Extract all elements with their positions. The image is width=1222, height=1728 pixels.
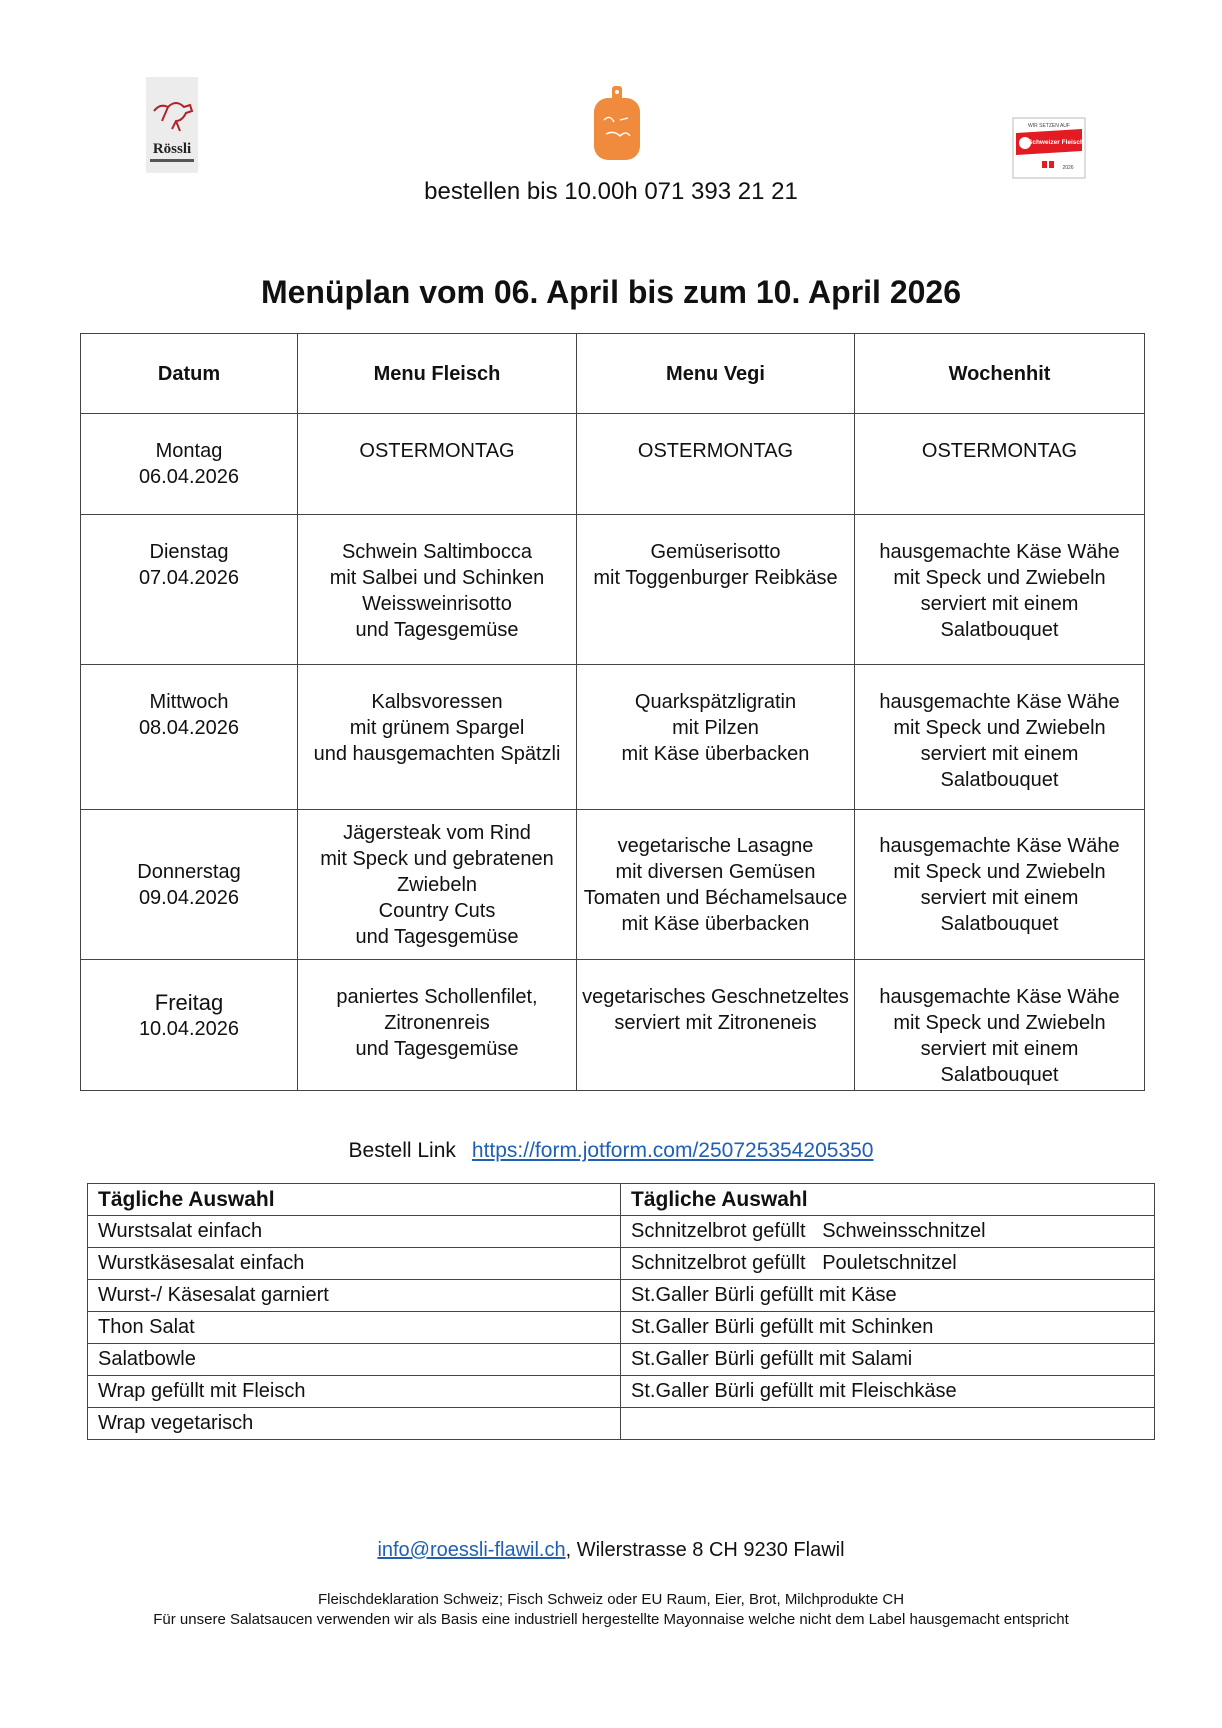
dish-line: mit Speck und Zwiebeln [893,567,1106,589]
order-link-line [0,1139,1222,1163]
wochenhit-cell [855,414,1145,515]
dish-line: serviert mit einem Salatbouquet [920,593,1079,641]
wochenhit-cell [855,515,1145,665]
daily-item-left: Salatbowle [88,1344,621,1376]
fleisch-cell [298,810,577,960]
header-wochenhit: Wochenhit [855,334,1145,414]
daily-header-right: Tägliche Auswahl [621,1184,1155,1216]
dish-line: und hausgemachten Spätzli [313,743,561,765]
daily-selection-table [87,1183,1155,1440]
dish-line: mit Toggenburger Reibkäse [593,567,838,589]
day-name: Dienstag [149,541,229,563]
dish-line: mit Käse überbacken [621,912,810,935]
menu-header-row [81,334,1145,414]
fleisch-cell [298,515,577,665]
logo-fleisch-main: Schweizer Fleisch [1028,139,1084,146]
day-date: 10.04.2026 [138,1018,240,1040]
sauce-note: Für unsere Salatsaucen verwenden wir als Basis eine industriell hergestellte Mayonnaise welche nicht dem Label hausgemacht entspricht [153,1611,1069,1628]
vegi-cell [577,810,855,960]
header-menu-fleisch: Menu Fleisch [298,334,577,414]
daily-row [88,1376,1155,1408]
dish-line: mit Pilzen [672,717,759,739]
daily-item-right: St.Galler Bürli gefüllt mit Salami [621,1344,1155,1376]
day-name: Mittwoch [149,691,229,713]
daily-header-row [88,1184,1155,1216]
header-menu-vegi: Menu Vegi [577,334,855,414]
dish-line: paniertes Schollenfilet, [336,986,538,1008]
day-date: 07.04.2026 [138,567,240,589]
dish-line: serviert mit einem Salatbouquet [920,743,1079,791]
weekly-menu-table [80,333,1145,1091]
date-cell [81,414,298,515]
daily-row [88,1216,1155,1248]
dish-line: serviert mit Zitroneneis [614,1012,817,1034]
daily-item-right: St.Galler Bürli gefüllt mit Schinken [621,1312,1155,1344]
dish-line: Zwiebeln [396,873,478,896]
cutting-board-logo [590,86,644,162]
menu-row-montag [81,414,1145,515]
vegi-cell [577,515,855,665]
dish-line: Kalbsvoressen [371,691,503,713]
wochenhit-cell [855,665,1145,810]
day-name: Montag [155,440,223,462]
contact-line [0,1539,1222,1562]
day-name: Freitag [154,990,224,1015]
daily-row [88,1312,1155,1344]
fleisch-cell [298,665,577,810]
vegi-cell [577,665,855,810]
day-name: Donnerstag [137,860,241,883]
menu-row-donnerstag [81,810,1145,960]
day-date: 06.04.2026 [138,466,240,488]
date-cell [81,960,298,1091]
day-date: 08.04.2026 [138,717,240,739]
header-datum: Datum [81,334,298,414]
daily-item-right: Schnitzelbrot gefüllt Schweinsschnitzel [621,1216,1155,1248]
dish-line: OSTERMONTAG [359,440,515,462]
daily-item-left: Wurst-/ Käsesalat garniert [88,1280,621,1312]
dish-line: mit Speck und Zwiebeln [893,1012,1106,1034]
order-link[interactable]: https://form.jotform.com/250725354205350 [471,1139,874,1162]
daily-item-left: Wurstkäsesalat einfach [88,1248,621,1280]
address: , Wilerstrasse 8 CH 9230 Flawil [565,1539,845,1561]
dish-line: Tomaten und Béchamelsauce [583,886,848,909]
logo-fleisch-top: WIR SETZEN AUF [1028,123,1070,129]
date-cell [81,665,298,810]
daily-item-right: St.Galler Bürli gefüllt mit Fleischkäse [621,1376,1155,1408]
dish-line: mit grünem Spargel [349,717,525,739]
menu-row-freitag [81,960,1145,1091]
daily-row [88,1248,1155,1280]
dish-line: hausgemachte Käse Wähe [879,834,1120,857]
dish-line: hausgemachte Käse Wähe [879,541,1120,563]
daily-item-left: Wrap vegetarisch [88,1408,621,1440]
dish-line: mit Speck und Zwiebeln [893,717,1106,739]
daily-item-left: Wrap gefüllt mit Fleisch [88,1376,621,1408]
logo-fleisch-year: 2026 [1062,165,1074,171]
day-date: 09.04.2026 [138,886,240,909]
roessli-logo [146,77,198,173]
dish-line: und Tagesgemüse [355,1038,519,1060]
dish-line: Quarkspätzligratin [634,691,797,713]
daily-item-right [621,1408,1155,1440]
page-title: Menüplan vom 06. April bis zum 10. April 2026 [260,274,962,310]
dish-line: Country Cuts [378,899,496,922]
menu-row-mittwoch [81,665,1145,810]
roessli-logo-text: Rössli [152,141,192,157]
fleisch-cell [298,414,577,515]
dish-line: Jägersteak vom Rind [343,821,531,844]
dish-line: Weissweinrisotto [362,593,512,615]
dish-line: OSTERMONTAG [637,440,794,462]
dish-line: mit Speck und gebratenen [320,847,554,870]
daily-item-left: Wurstsalat einfach [88,1216,621,1248]
schweizer-fleisch-logo [1012,117,1086,179]
dish-line: OSTERMONTAG [921,440,1078,462]
daily-item-right: St.Galler Bürli gefüllt mit Käse [621,1280,1155,1312]
menu-row-dienstag [81,515,1145,665]
date-cell [81,515,298,665]
vegi-cell [577,414,855,515]
daily-item-right: Schnitzelbrot gefüllt Pouletschnitzel [621,1248,1155,1280]
dish-line: Zitronenreis [384,1012,490,1034]
declaration-note: Fleischdeklaration Schweiz; Fisch Schweiz oder EU Raum, Eier, Brot, Milchprodukte CH [317,1591,905,1608]
daily-item-left: Thon Salat [88,1312,621,1344]
daily-row [88,1408,1155,1440]
date-cell [81,810,298,960]
dish-line: hausgemachte Käse Wähe [879,691,1120,713]
dish-line: mit diversen Gemüsen [615,860,816,883]
dish-line: Gemüserisotto [650,541,781,563]
dish-line: serviert mit einem Salatbouquet [920,1038,1079,1086]
wochenhit-cell [855,810,1145,960]
fleisch-cell [298,960,577,1091]
daily-row [88,1280,1155,1312]
dish-line: und Tagesgemüse [355,925,519,948]
dish-line: vegetarisches Geschnetzeltes [582,986,849,1008]
email-link[interactable]: info@roessli-flawil.ch [377,1539,566,1561]
dish-line: mit Salbei und Schinken [329,567,545,589]
order-phone-line: bestellen bis 10.00h 071 393 21 21 [424,178,798,205]
dish-line: hausgemachte Käse Wähe [879,986,1120,1008]
dish-line: und Tagesgemüse [355,619,519,641]
dish-line: mit Speck und Zwiebeln [893,860,1106,883]
vegi-cell [577,960,855,1091]
dish-line: vegetarische Lasagne [617,834,814,857]
dish-line: Schwein Saltimbocca [341,541,533,563]
dish-line: mit Käse überbacken [621,743,810,765]
daily-header-left: Tägliche Auswahl [88,1184,621,1216]
wochenhit-cell [855,960,1145,1091]
order-link-label: Bestell Link [348,1139,456,1162]
dish-line: serviert mit einem Salatbouquet [920,886,1079,935]
daily-row [88,1344,1155,1376]
